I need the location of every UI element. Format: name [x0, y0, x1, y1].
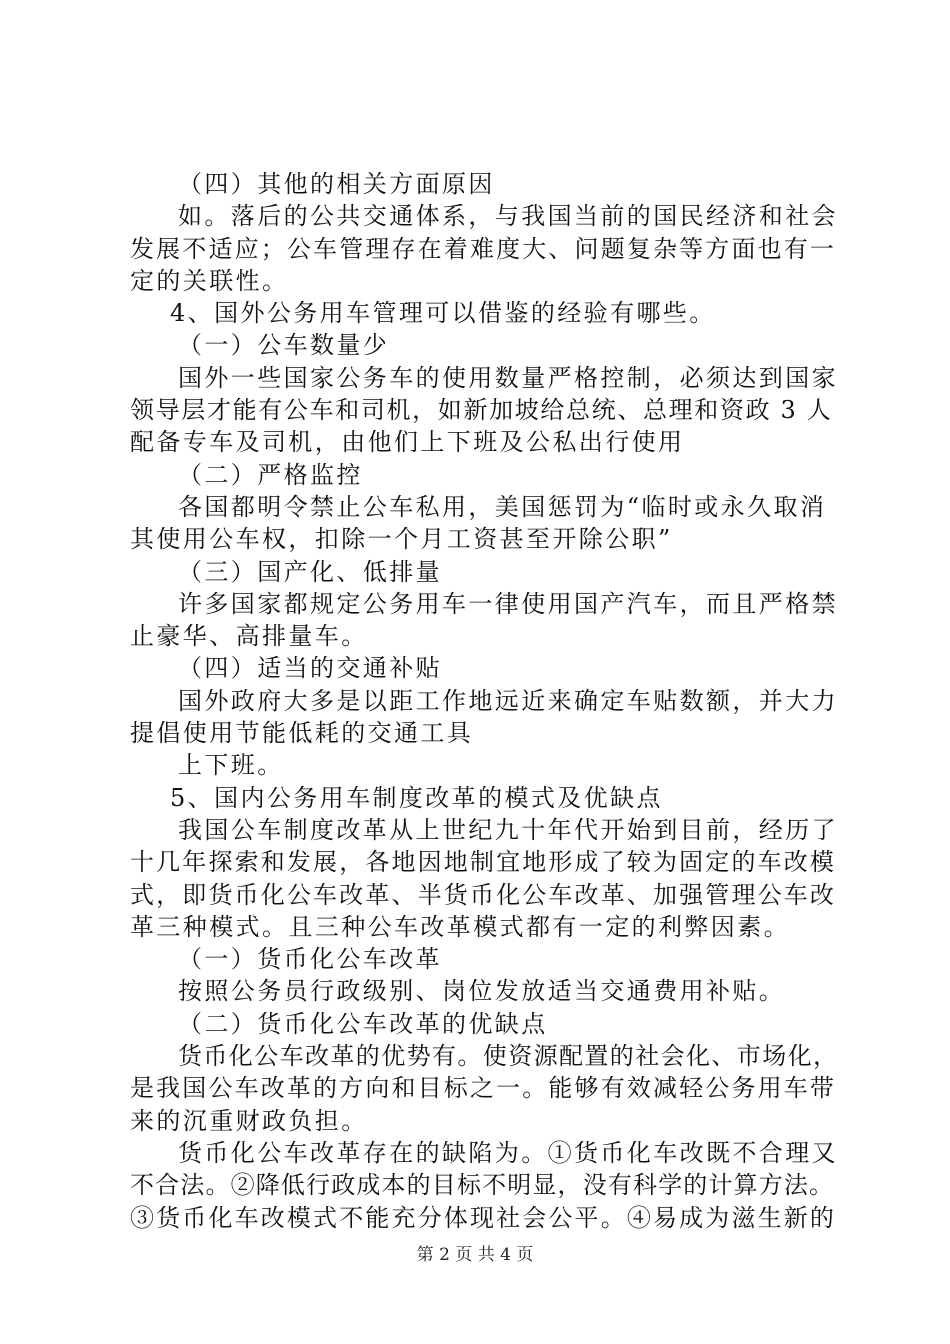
text-line: 国外一些国家公务车的使用数量严格控制，必须达到国家 — [178, 363, 838, 392]
text-line: ③货币化车改模式不能充分体现社会公平。④易成为滋生新的 — [130, 1203, 837, 1232]
text-line: 定的关联性。 — [130, 266, 289, 295]
text-line: （三）国产化、低排量 — [178, 557, 442, 586]
text-line: 提倡使用节能低耗的交通工具 — [130, 719, 474, 748]
text-line: 领导层才能有公车和司机，如新加坡给总统、总理和资政 3 人 — [130, 396, 833, 425]
text-line: 按照公务员行政级别、岗位发放适当交通费用补贴。 — [178, 977, 786, 1006]
text-line: 其使用公车权，扣除一个月工资甚至开除公职” — [130, 525, 673, 554]
page-footer: 第 2 页 共 4 页 — [416, 1245, 534, 1265]
text-line: 是我国公车改革的方向和目标之一。能够有效减轻公务用车带 — [130, 1074, 837, 1103]
text-line: （一）公车数量少 — [178, 331, 390, 360]
text-line: （四）其他的相关方面原因 — [178, 170, 495, 198]
text-line: 革三种模式。且三种公车改革模式都有一定的利弊因素。 — [130, 912, 790, 941]
text-line: （二）货币化公车改革的优缺点 — [178, 1009, 548, 1038]
text-line: 许多国家都规定公务用车一律使用国产汽车，而且严格禁 — [178, 589, 838, 618]
text-line: 十几年探索和发展，各地因地制宜地形成了较为固定的车改模 — [130, 848, 837, 877]
text-line: 来的沉重财政负担。 — [130, 1106, 368, 1135]
text-line: 各国都明令禁止公车私用，美国惩罚为“临时或永久取消 — [178, 492, 827, 521]
text-line: （四）适当的交通补贴 — [178, 654, 442, 683]
text-line: （一）货币化公车改革 — [178, 945, 442, 974]
text-line: 如。落后的公共交通体系，与我国当前的国民经济和社会 — [178, 202, 838, 231]
text-line: 发展不适应；公车管理存在着难度大、问题复杂等方面也有一 — [130, 234, 837, 263]
text-line: 式，即货币化公车改革、半货币化公车改革、加强管理公车改 — [130, 880, 837, 909]
text-line: 4、国外公务用车管理可以借鉴的经验有哪些。 — [170, 299, 716, 328]
text-line: 货币化公车改革存在的缺陷为。①货币化车改既不合理又 — [178, 1138, 838, 1167]
text-line: 国外政府大多是以距工作地远近来确定车贴数额，并大力 — [178, 686, 838, 715]
document-body — [130, 168, 838, 1234]
text-line: 上下班。 — [178, 751, 284, 780]
text-line: 我国公车制度改革从上世纪九十年代开始到目前，经历了 — [178, 815, 838, 844]
text-line: 配备专车及司机，由他们上下班及公私出行使用 — [130, 428, 685, 457]
text-line: 货币化公车改革的优势有。使资源配置的社会化、市场化， — [178, 1042, 839, 1071]
text-line: 5、国内公务用车制度改革的模式及优缺点 — [170, 783, 663, 812]
text-line: 不合法。②降低行政成本的目标不明显，没有科学的计算方法。 — [130, 1171, 835, 1200]
text-line: （二）严格监控 — [178, 460, 363, 489]
text-line: 止豪华、高排量车。 — [130, 622, 368, 651]
